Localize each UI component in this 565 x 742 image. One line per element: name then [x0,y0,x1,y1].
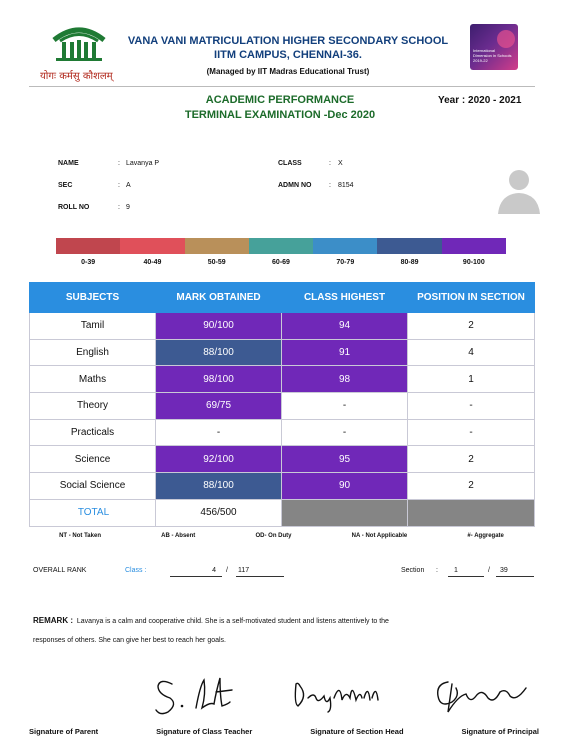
highest-cell: 98 [282,366,408,393]
scale-label: 0-39 [81,259,96,266]
scale-swatch [185,238,249,254]
highest-cell: - [282,419,408,446]
subject-cell: Theory [30,393,156,420]
table-row [30,393,535,420]
total-value: 456/500 [156,499,282,526]
scale-swatch [442,238,506,254]
header-divider [29,86,535,87]
class-teacher-signature-icon [150,672,245,720]
section-rank-value: 1 [448,567,484,577]
marks-table [29,282,535,527]
report-title [150,93,410,123]
class-teacher-signature-label: Signature of Class Teacher [156,727,253,736]
table-row [30,446,535,473]
section-rank-slash: / [488,567,490,574]
highest-cell: 91 [282,339,408,366]
scale-swatch [120,238,184,254]
badge-text: International Dimension in Schools 2019-22 [473,48,512,63]
header-subjects: SUBJECTS [30,283,156,313]
legend-item: NA - Not Applicable [351,533,408,539]
name-colon: : [118,160,120,167]
header-mark-obtained: MARK OBTAINED [156,283,282,313]
academic-year: Year : 2020 - 2021 [438,95,522,106]
principal-signature-label: Signature of Principal [461,727,539,736]
managed-by: (Managed by IIT Madras Educational Trust) [206,67,370,76]
signature-labels [29,727,539,736]
mark-cell: 92/100 [156,446,282,473]
section-rank-label: Section [401,567,425,574]
student-roll: 9 [126,204,130,211]
abbreviation-legend [29,533,534,539]
school-name [118,34,458,62]
school-logo-tree-icon [48,22,110,64]
position-cell: 2 [408,313,535,340]
highest-cell: 95 [282,446,408,473]
class-rank-slash: / [226,567,228,574]
highest-cell: 90 [282,473,408,500]
student-name: Lavanya P [126,160,160,167]
legend-item: OD- On Duty [255,533,292,539]
total-empty-cell [408,499,535,526]
student-sec: A [126,182,131,189]
badge-circle-icon [497,30,515,48]
mark-cell: - [156,419,282,446]
scale-label: 50-59 [207,259,226,266]
position-cell: 2 [408,473,535,500]
table-row [30,473,535,500]
mark-cell: 88/100 [156,473,282,500]
section-rank-colon: : [436,567,438,574]
school-motto: योगः कर्मसु कौशलम् [40,71,113,82]
mark-cell: 69/75 [156,393,282,420]
position-cell: 2 [408,446,535,473]
mark-cell: 98/100 [156,366,282,393]
admn-colon: : [329,182,331,189]
table-row [30,419,535,446]
grade-scale-labels [56,259,506,266]
legend-item: AB - Absent [161,533,196,539]
name-label: NAME [58,160,79,167]
section-head-signature-icon [290,676,380,716]
legend-item: #- Aggregate [467,533,504,539]
subject-cell: Science [30,446,156,473]
highest-cell: - [282,393,408,420]
legend-item: NT - Not Taken [59,533,101,539]
highest-cell: 94 [282,313,408,340]
header-class-highest: CLASS HIGHEST [282,283,408,313]
class-rank-value: 4 [170,567,222,577]
grade-color-scale [56,238,506,254]
student-admn: 8154 [338,182,354,189]
student-avatar-icon [494,164,544,214]
school-name-line1: VANA VANI MATRICULATION HIGHER SECONDARY SCHOOL [127,35,449,47]
position-cell: - [408,419,535,446]
remark-label: REMARK : [33,616,73,625]
position-cell: - [408,393,535,420]
school-name-line2: IITM CAMPUS, CHENNAI-36. [214,49,362,61]
table-row [30,339,535,366]
mark-cell: 90/100 [156,313,282,340]
subject-cell: English [30,339,156,366]
subject-cell: Practicals [30,419,156,446]
report-title-line2: TERMINAL EXAMINATION -Dec 2020 [184,109,376,121]
subject-cell: Social Science [30,473,156,500]
scale-label: 40-49 [143,259,162,266]
class-colon: : [329,160,331,167]
class-rank-label: Class : [125,567,147,574]
class-label: CLASS [278,160,302,167]
report-title-line1: ACADEMIC PERFORMANCE [205,94,355,106]
parent-signature-label: Signature of Parent [29,727,99,736]
class-rank-total: 117 [236,567,284,577]
remark-text-line1: Lavanya is a calm and cooperative child. She is a self-motivated student and listens attentively to the [76,618,389,625]
scale-swatch [377,238,441,254]
roll-label: ROLL NO [58,204,90,211]
overall-rank-label: OVERALL RANK [33,567,87,574]
scale-swatch [249,238,313,254]
total-label: TOTAL [30,499,156,526]
scale-swatch [313,238,377,254]
scale-label: 70-79 [336,259,355,266]
subject-cell: Tamil [30,313,156,340]
table-row [30,313,535,340]
sec-label: SEC [58,182,73,189]
header-position: POSITION IN SECTION [408,283,535,313]
position-cell: 4 [408,339,535,366]
scale-label: 90-100 [462,259,485,266]
section-rank-total: 39 [496,567,534,577]
section-head-signature-label: Signature of Section Head [310,727,404,736]
roll-colon: : [118,204,120,211]
sec-colon: : [118,182,120,189]
table-row [30,366,535,393]
subject-cell: Maths [30,366,156,393]
scale-label: 60-69 [272,259,290,266]
student-class: X [338,160,343,167]
position-cell: 1 [408,366,535,393]
total-row [30,499,535,526]
total-empty-cell [282,499,408,526]
remark-section [33,611,503,650]
mark-cell: 88/100 [156,339,282,366]
remark-text-line2: responses of others. She can give her best to reach her goals. [33,637,227,644]
international-dimension-badge [470,24,518,70]
scale-label: 80-89 [400,259,419,266]
table-header-row [30,283,535,313]
principal-signature-icon [430,674,530,716]
scale-swatch [56,238,120,254]
admn-label: ADMN NO [278,182,312,189]
